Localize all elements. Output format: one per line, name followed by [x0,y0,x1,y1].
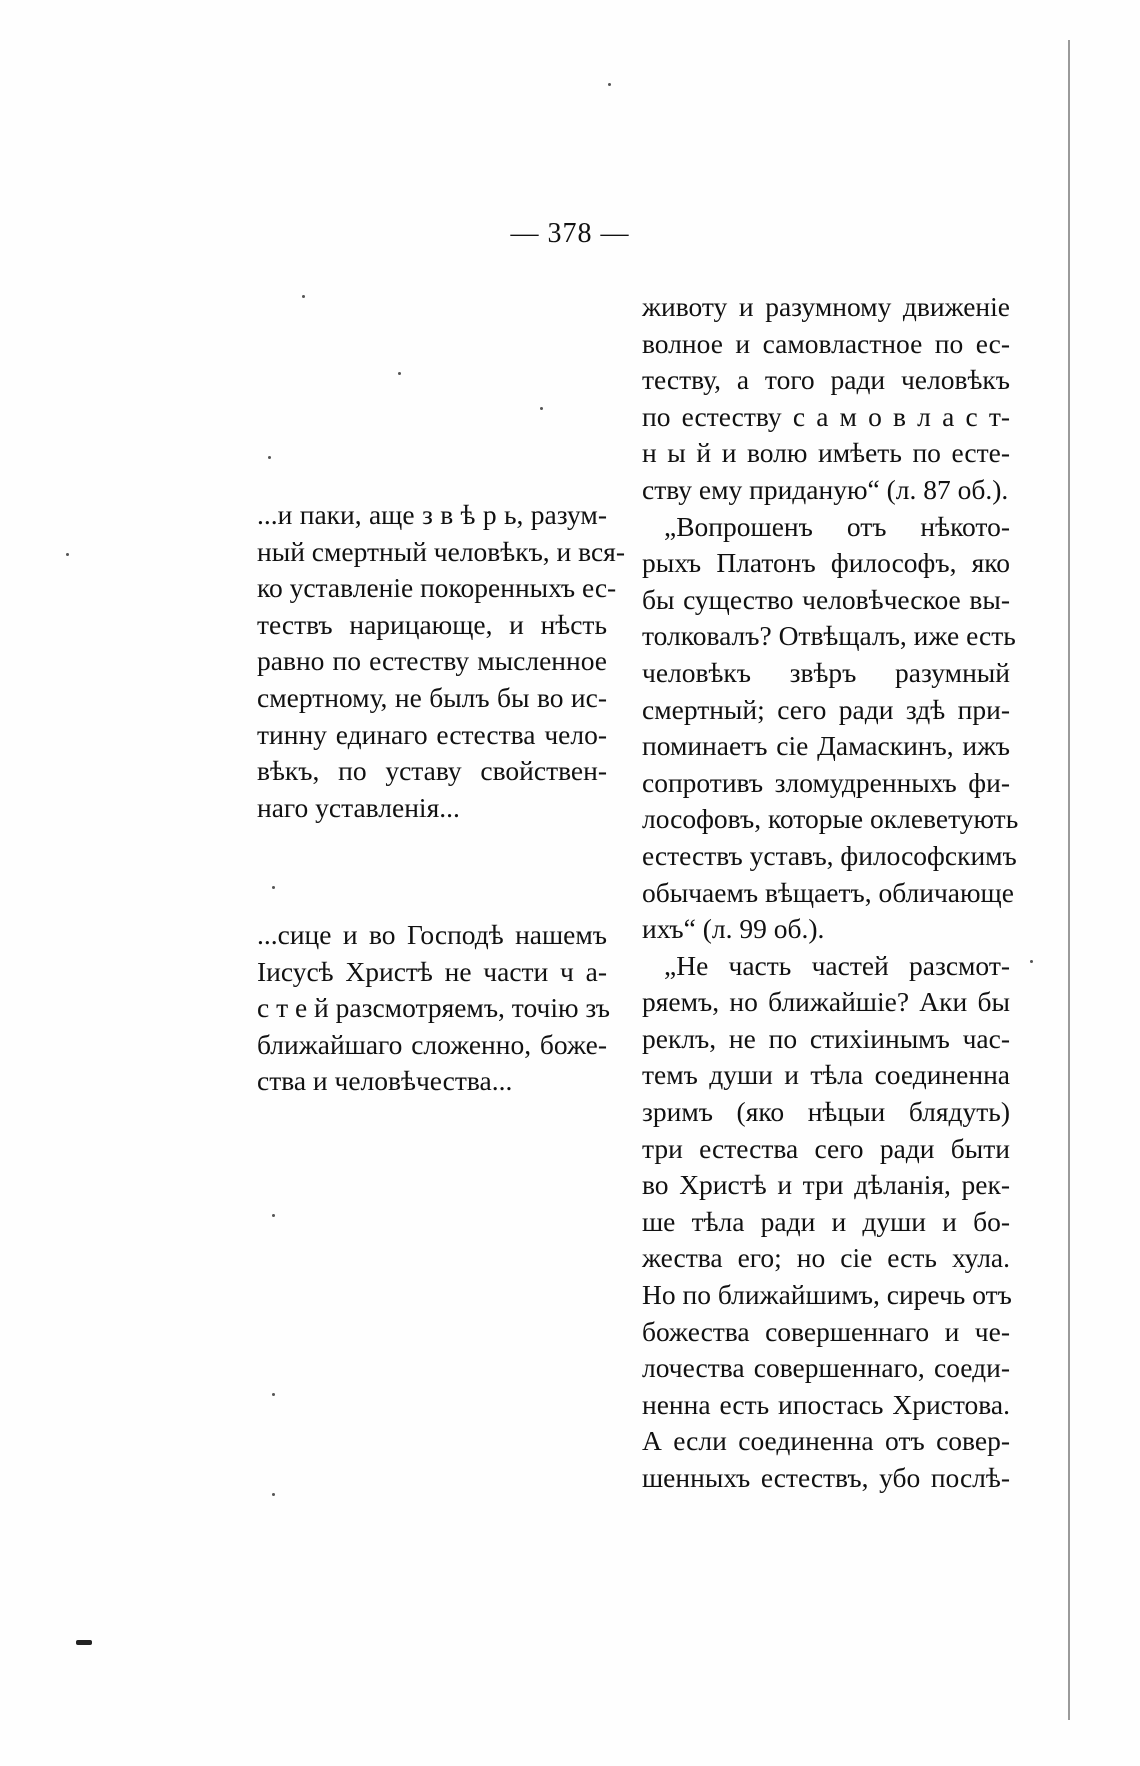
text-line: сопротивъ зломудренныхъ фи- [642,766,1010,798]
text-line: н ы й и волю имѣеть по есте- [642,437,1010,469]
scan-speck [540,407,543,410]
text-line: с т е й разсмотряемъ, точію зъ [257,992,610,1024]
text-line: ихъ“ (л. 99 об.). [642,913,825,945]
text-line: ства и человѣчества... [257,1065,513,1097]
text-line: лочества совершеннаго, соеди- [642,1352,1010,1384]
text-line: обычаемъ вѣщаетъ, обличающе [642,876,1014,908]
text-line: Іисусѣ Христѣ не части ч а- [257,955,607,987]
text-line: ненна есть ипостась Христова. [642,1388,1010,1420]
text-line: ...и паки, аще з в ѣ р ь, разум- [257,499,607,530]
text-line: шенныхъ естествъ, убо послѣ- [642,1462,1010,1493]
text-line: животу и разумному движеніе [642,291,1010,322]
text-line: смертному, не былъ бы во ис- [257,681,607,713]
left-excerpt-2 [257,917,610,1100]
text-line: реклъ, не по стихіинымъ час- [642,1022,1010,1054]
text-line: зримъ (яко нѣцыи блядуть) [642,1096,1010,1128]
text-line: естествъ уставъ, философскимъ [642,839,1017,871]
text-line: толковалъ? Отвѣщалъ, иже есть [642,620,1016,652]
scan-speck [272,1393,275,1396]
text-line: ству ему приданую“ (л. 87 об.). [642,473,1009,505]
text-line: ный смертный человѣкъ, и вся- [257,535,625,567]
text-line: бы существо человѣческое вы- [642,583,1010,615]
text-line: волное и самовластное по ес- [642,327,1010,359]
scan-speck [272,1493,275,1496]
page-edge-line [1068,40,1070,1720]
page-number: — 378 — [510,218,630,249]
text-line: равно по естеству мысленное [257,645,607,677]
text-line: тествъ нарицающе, и нѣсть [257,608,607,640]
scan-speck [302,295,305,298]
margin-mark [76,1640,92,1645]
scan-speck [66,553,69,556]
text-line: человѣкъ звѣръ разумный [642,656,1010,688]
text-line: смертный; сего ради здѣ при- [642,693,1010,725]
text-line: теству, а того ради человѣкъ [642,364,1010,396]
text-line: три естества сего ради быти [642,1132,1010,1164]
text-line: во Христѣ и три дѣланія, рек- [642,1169,1010,1201]
text-line: по естеству с а м о в л а с т- [642,400,1010,432]
text-line: темъ души и тѣла соединенна [642,1059,1010,1091]
text-line: ше тѣла ради и души и бо- [642,1205,1010,1237]
text-line: рыхъ Платонъ философъ, яко [642,547,1010,579]
text-line: ...сице и во Господѣ нашемъ [257,919,607,950]
text-line: поминаетъ сіе Дамаскинъ, ижъ [642,730,1010,762]
text-line: вѣкъ, по уставу свойствен- [257,755,607,787]
text-line: лософовъ, которые оклеветують [642,803,1019,835]
text-line: „Не часть частей разсмот- [664,949,1010,981]
text-line: наго уставленія... [257,791,460,823]
scan-speck [272,886,275,889]
left-excerpt-1 [257,497,625,826]
scan-speck [608,83,611,86]
scan-speck [268,456,271,459]
right-column-commentary [642,289,1019,1497]
text-line: тинну единаго естества чело- [257,718,607,750]
text-line: жества его; но сіе есть хула. [642,1242,1010,1274]
text-line: ряемъ, но ближайшіе? Аки бы [642,986,1010,1018]
text-line: А если соединенна отъ совер- [642,1425,1010,1457]
text-line: ближайшаго сложенно, боже- [257,1028,607,1060]
text-line: Но по ближайшимъ, сиречь отъ [642,1279,1012,1311]
scan-speck [272,1214,275,1217]
text-line: божества совершеннаго и че- [642,1315,1010,1347]
text-line: „Вопрошенъ отъ нѣкото- [664,510,1010,542]
scan-speck [398,372,401,375]
scan-speck [1030,960,1033,963]
text-line: ко уставленіе покоренныхъ ес- [257,572,617,604]
